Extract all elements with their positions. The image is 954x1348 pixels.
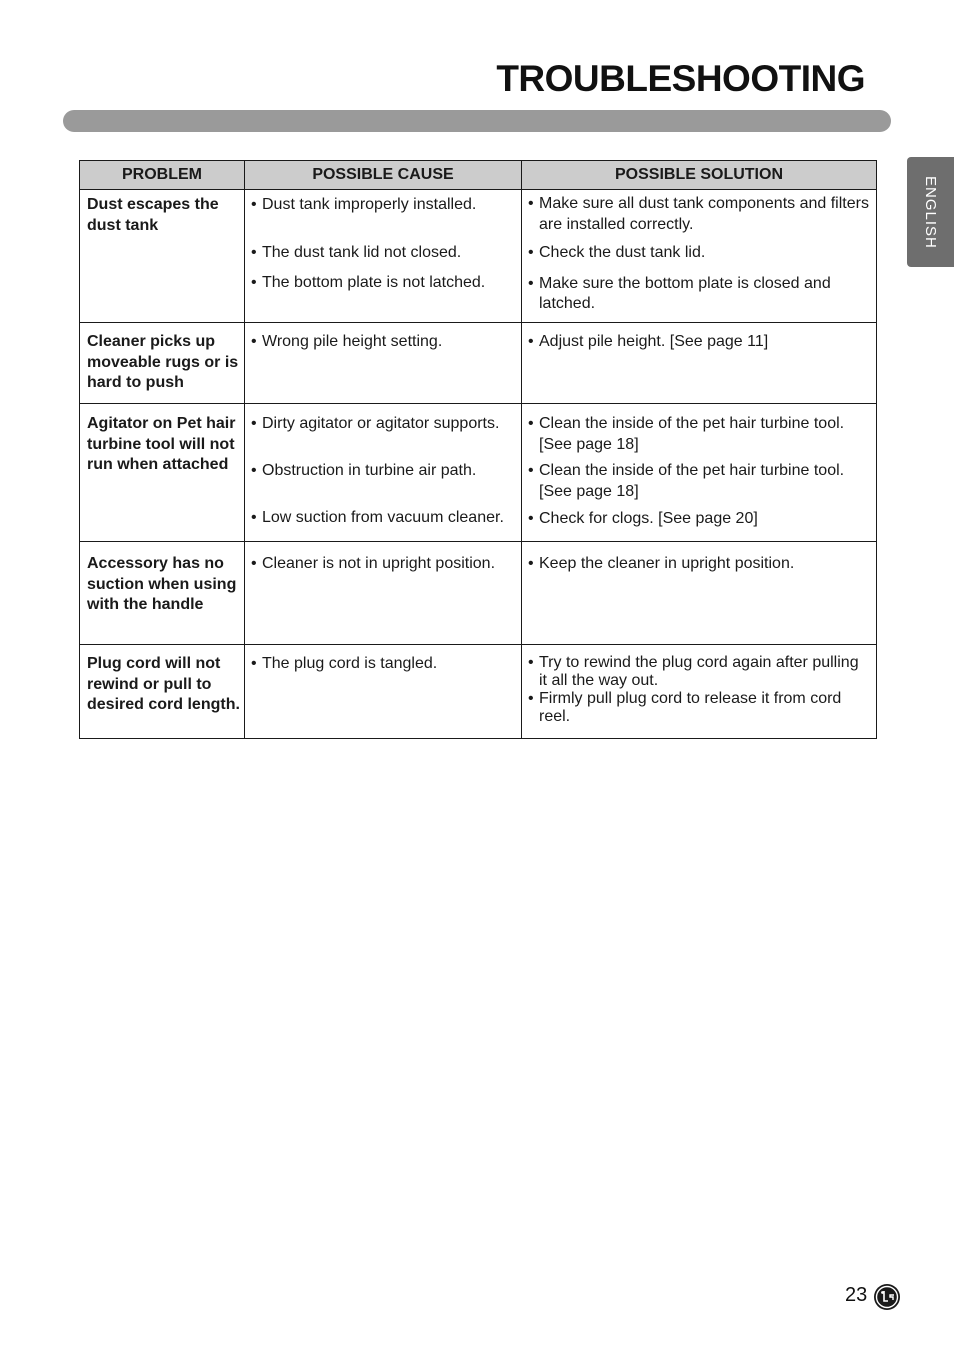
solution-cell [522, 645, 877, 739]
language-tab [907, 157, 954, 267]
table-row [80, 542, 877, 645]
problem-cell [80, 404, 245, 542]
solution-item: • Check for clogs. [See page 20] [522, 509, 876, 530]
solution-item: • Clean the inside of the pet hair turbine tool. [See page 18] [522, 414, 876, 455]
solution-cell [522, 323, 877, 404]
table-row [80, 190, 877, 323]
page-number: 23 [845, 1284, 868, 1306]
solution-cell [522, 542, 877, 645]
header-possible-cause: POSSIBLE CAUSE [245, 161, 522, 190]
problem-cell [80, 645, 245, 739]
cause-item: • Dust tank improperly installed. [245, 195, 521, 216]
troubleshooting-table [79, 160, 877, 739]
cause-item: • The plug cord is tangled. [245, 654, 521, 675]
lg-logo-icon [873, 1283, 901, 1311]
cause-item: • Obstruction in turbine air path. [245, 461, 521, 482]
solution-item: • Adjust pile height. [See page 11] [522, 332, 876, 353]
cause-item: • Dirty agitator or agitator supports. [245, 414, 521, 435]
problem-cell [80, 542, 245, 645]
problem-text: Plug cord will not rewind or pull to desired cord length. [87, 655, 240, 713]
cause-item: • Cleaner is not in upright position. [245, 554, 521, 575]
cause-cell [245, 542, 522, 645]
problem-cell [80, 323, 245, 404]
solution-item: • Make sure all dust tank components and filters are installed correctly. [522, 194, 876, 235]
cause-cell [245, 323, 522, 404]
solution-item: • Clean the inside of the pet hair turbine tool. [See page 18] [522, 461, 876, 502]
cause-item: • The bottom plate is not latched. [245, 273, 521, 294]
solution-cell [522, 404, 877, 542]
cause-item: • Low suction from vacuum cleaner. [245, 508, 521, 529]
cause-item: • Wrong pile height setting. [245, 332, 521, 353]
title-divider-bar [63, 110, 891, 132]
language-tab-label: ENGLISH [922, 175, 939, 249]
page-title: TROUBLESHOOTING [496, 58, 865, 99]
table-row [80, 404, 877, 542]
table-header-row [80, 161, 877, 190]
cause-cell [245, 190, 522, 323]
solution-item: • Try to rewind the plug cord again after pulling it all the way out. [522, 654, 876, 690]
solution-item: • Check the dust tank lid. [522, 243, 876, 264]
table-row [80, 323, 877, 404]
cause-item: • The dust tank lid not closed. [245, 243, 521, 264]
solution-item: • Keep the cleaner in upright position. [522, 554, 876, 575]
cause-cell [245, 645, 522, 739]
problem-cell [80, 190, 245, 323]
solution-item: • Firmly pull plug cord to release it from cord reel. [522, 690, 876, 726]
table-row [80, 645, 877, 739]
problem-text: Dust escapes the dust tank [87, 196, 219, 234]
problem-text: Accessory has no suction when using with the handle [87, 555, 237, 613]
solution-item: • Make sure the bottom plate is closed and latched. [522, 274, 876, 315]
header-possible-solution: POSSIBLE SOLUTION [522, 161, 877, 190]
solution-cell [522, 190, 877, 323]
problem-text: Cleaner picks up moveable rugs or is hard to push [87, 333, 239, 391]
header-problem: PROBLEM [80, 161, 245, 190]
problem-text: Agitator on Pet hair turbine tool will not run when attached [87, 415, 236, 473]
cause-cell [245, 404, 522, 542]
